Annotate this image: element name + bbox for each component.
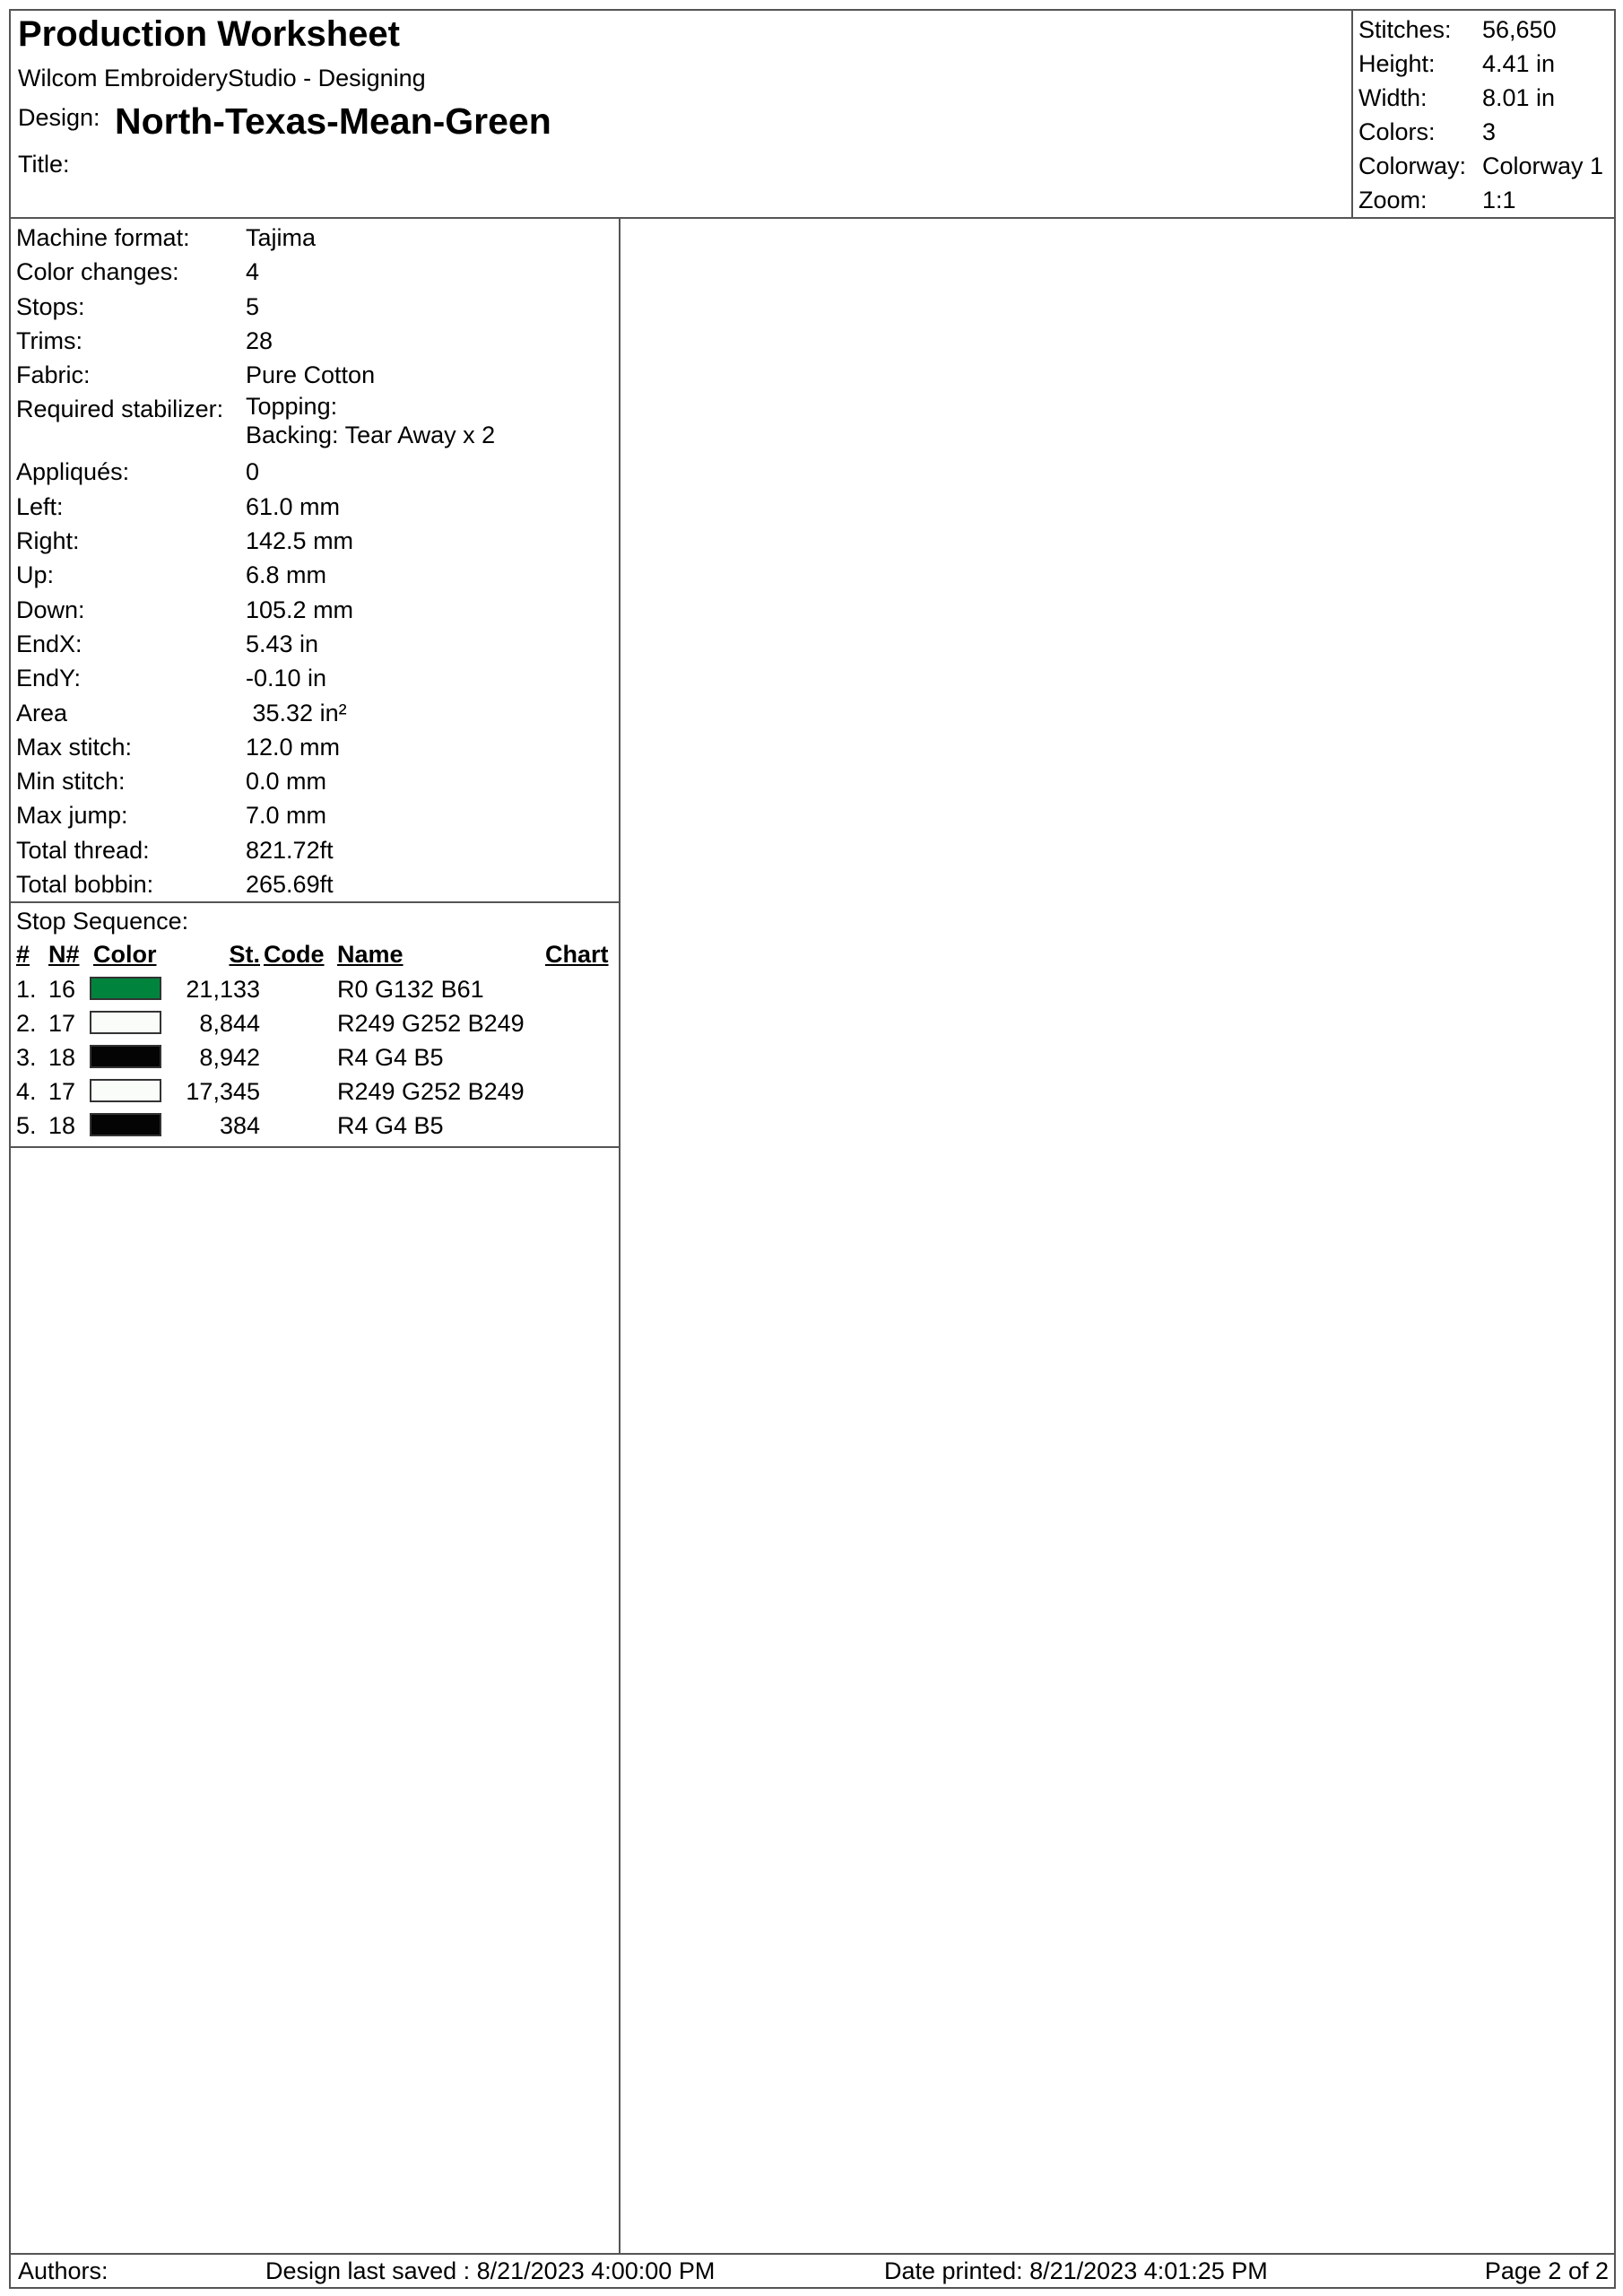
stat-value: 56,650	[1482, 16, 1557, 43]
stop-num: 1.	[16, 975, 37, 1003]
header-name: Name	[337, 941, 404, 969]
header-color: Color	[93, 941, 157, 969]
header-needle: N#	[48, 941, 80, 969]
prop-label: Stops:	[16, 292, 85, 320]
header-code: Code	[264, 941, 325, 969]
prop-value: 0	[246, 458, 260, 486]
prop-value: 265.69ft	[246, 871, 334, 899]
stat-value: 4.41 in	[1482, 50, 1556, 77]
stop-sequence-title: Stop Sequence:	[16, 908, 189, 935]
stat-height	[1353, 47, 1614, 81]
stat-stitches	[1353, 13, 1614, 47]
prop-label: Right:	[16, 527, 80, 555]
prop-value: 35.32 in²	[246, 699, 347, 726]
prop-value: 7.0 mm	[246, 802, 327, 830]
stop-row	[11, 972, 619, 1006]
stat-label: Width:	[1358, 84, 1428, 111]
stop-color-name: R4 G4 B5	[337, 1043, 444, 1071]
stop-row	[11, 1006, 619, 1040]
page-title: Production Worksheet	[18, 14, 400, 54]
stop-row	[11, 1040, 619, 1074]
design-name: North-Texas-Mean-Green	[115, 100, 551, 142]
prop-row	[11, 290, 619, 324]
design-label: Design:	[18, 104, 100, 131]
stat-colors	[1353, 115, 1614, 149]
prop-label: Required stabilizer:	[16, 396, 224, 423]
prop-row	[11, 798, 619, 832]
prop-value: 5	[246, 292, 260, 320]
prop-row	[11, 833, 619, 867]
stat-colorway	[1353, 149, 1614, 183]
stop-stitches: 8,942	[199, 1043, 260, 1071]
prop-row	[11, 764, 619, 798]
prop-value: -0.10 in	[246, 665, 327, 692]
prop-row	[11, 696, 619, 730]
prop-value: 61.0 mm	[246, 492, 341, 520]
prop-value	[246, 392, 495, 449]
stop-row	[11, 1109, 619, 1143]
stop-sequence	[11, 903, 619, 1148]
details-column	[11, 217, 621, 2253]
color-swatch	[90, 1011, 161, 1034]
prop-value: Pure Cotton	[246, 361, 376, 389]
machine-properties	[11, 217, 619, 903]
prop-row	[11, 867, 619, 901]
stop-needle: 17	[48, 1009, 76, 1037]
header-stitches: St.	[229, 941, 260, 969]
prop-label: Area	[16, 699, 68, 726]
prop-value: 105.2 mm	[246, 596, 354, 623]
footer-authors: Authors:	[18, 2257, 108, 2284]
stop-color-name: R249 G252 B249	[337, 1078, 525, 1106]
prop-label: Total thread:	[16, 836, 150, 864]
prop-row	[11, 558, 619, 592]
prop-value: 821.72ft	[246, 836, 334, 864]
stabilizer-backing: Backing: Tear Away x 2	[246, 422, 496, 449]
footer-page-number: Page 2 of 2	[1484, 2257, 1609, 2284]
stat-value: Colorway 1	[1482, 152, 1604, 179]
prop-row	[11, 730, 619, 764]
stop-color-name: R4 G4 B5	[337, 1112, 444, 1140]
prop-row	[11, 593, 619, 627]
footer-last-saved: Design last saved : 8/21/2023 4:00:00 PM	[265, 2257, 716, 2284]
stop-row	[11, 1074, 619, 1109]
stat-value: 1:1	[1482, 187, 1516, 213]
prop-label: Color changes:	[16, 258, 179, 286]
prop-label: EndY:	[16, 665, 82, 692]
stop-stitches: 21,133	[186, 975, 260, 1003]
prop-row	[11, 324, 619, 358]
color-swatch	[90, 1079, 161, 1102]
prop-row	[11, 524, 619, 558]
prop-row	[11, 455, 619, 489]
prop-value: 4	[246, 258, 260, 286]
prop-label: Trims:	[16, 326, 82, 354]
prop-value: 142.5 mm	[246, 527, 354, 555]
prop-value: 28	[246, 326, 273, 354]
stop-needle: 17	[48, 1078, 76, 1106]
stat-label: Colorway:	[1358, 152, 1467, 179]
prop-label: Max stitch:	[16, 733, 133, 761]
stop-color-name: R249 G252 B249	[337, 1009, 525, 1037]
prop-label: Min stitch:	[16, 768, 126, 796]
stop-needle: 18	[48, 1043, 76, 1071]
prop-row	[11, 255, 619, 289]
stop-needle: 16	[48, 975, 76, 1003]
prop-label: Fabric:	[16, 361, 91, 389]
application-subtitle: Wilcom EmbroideryStudio - Designing	[18, 65, 426, 91]
prop-value: Tajima	[246, 224, 317, 251]
prop-value: 5.43 in	[246, 630, 319, 657]
stop-stitches: 384	[219, 1112, 260, 1140]
prop-label: Appliqués:	[16, 458, 130, 486]
stat-label: Colors:	[1358, 118, 1436, 145]
color-swatch	[90, 1045, 161, 1068]
stop-num: 2.	[16, 1009, 37, 1037]
stat-label: Height:	[1358, 50, 1436, 77]
header-chart: Chart	[545, 941, 609, 969]
prop-value: 6.8 mm	[246, 561, 327, 589]
stat-zoom	[1353, 183, 1614, 217]
stop-num: 4.	[16, 1078, 37, 1106]
color-swatch	[90, 977, 161, 1000]
stabilizer-topping: Topping:	[246, 393, 338, 421]
prop-label: Left:	[16, 492, 64, 520]
stat-width	[1353, 81, 1614, 115]
prop-value: 0.0 mm	[246, 768, 327, 796]
worksheet-footer	[11, 2253, 1614, 2287]
stop-num: 5.	[16, 1112, 37, 1140]
prop-row	[11, 221, 619, 255]
stop-color-name: R0 G132 B61	[337, 975, 484, 1003]
prop-label: Up:	[16, 561, 55, 589]
stop-num: 3.	[16, 1043, 37, 1071]
prop-label: Total bobbin:	[16, 871, 154, 899]
prop-row	[11, 661, 619, 695]
prop-label: Machine format:	[16, 224, 190, 251]
title-label: Title:	[18, 151, 70, 178]
worksheet-frame	[9, 9, 1616, 2289]
prop-label: Down:	[16, 596, 85, 623]
worksheet-header	[11, 11, 1614, 219]
footer-date-printed: Date printed: 8/21/2023 4:01:25 PM	[884, 2257, 1268, 2284]
stat-value: 3	[1482, 118, 1497, 145]
prop-row	[11, 627, 619, 661]
stop-stitches: 8,844	[199, 1009, 260, 1037]
header-num: #	[16, 941, 30, 969]
stat-label: Stitches:	[1358, 16, 1452, 43]
design-stats-panel	[1351, 11, 1614, 217]
stat-value: 8.01 in	[1482, 84, 1556, 111]
prop-label: EndX:	[16, 630, 82, 657]
stat-label: Zoom:	[1358, 187, 1428, 213]
color-swatch	[90, 1113, 161, 1136]
stop-stitches: 17,345	[186, 1078, 260, 1106]
stop-sequence-header	[11, 937, 619, 971]
prop-row-stabilizer	[11, 392, 619, 455]
prop-row	[11, 358, 619, 392]
prop-row	[11, 490, 619, 524]
stop-needle: 18	[48, 1112, 76, 1140]
prop-value: 12.0 mm	[246, 733, 341, 761]
prop-label: Max jump:	[16, 802, 128, 830]
